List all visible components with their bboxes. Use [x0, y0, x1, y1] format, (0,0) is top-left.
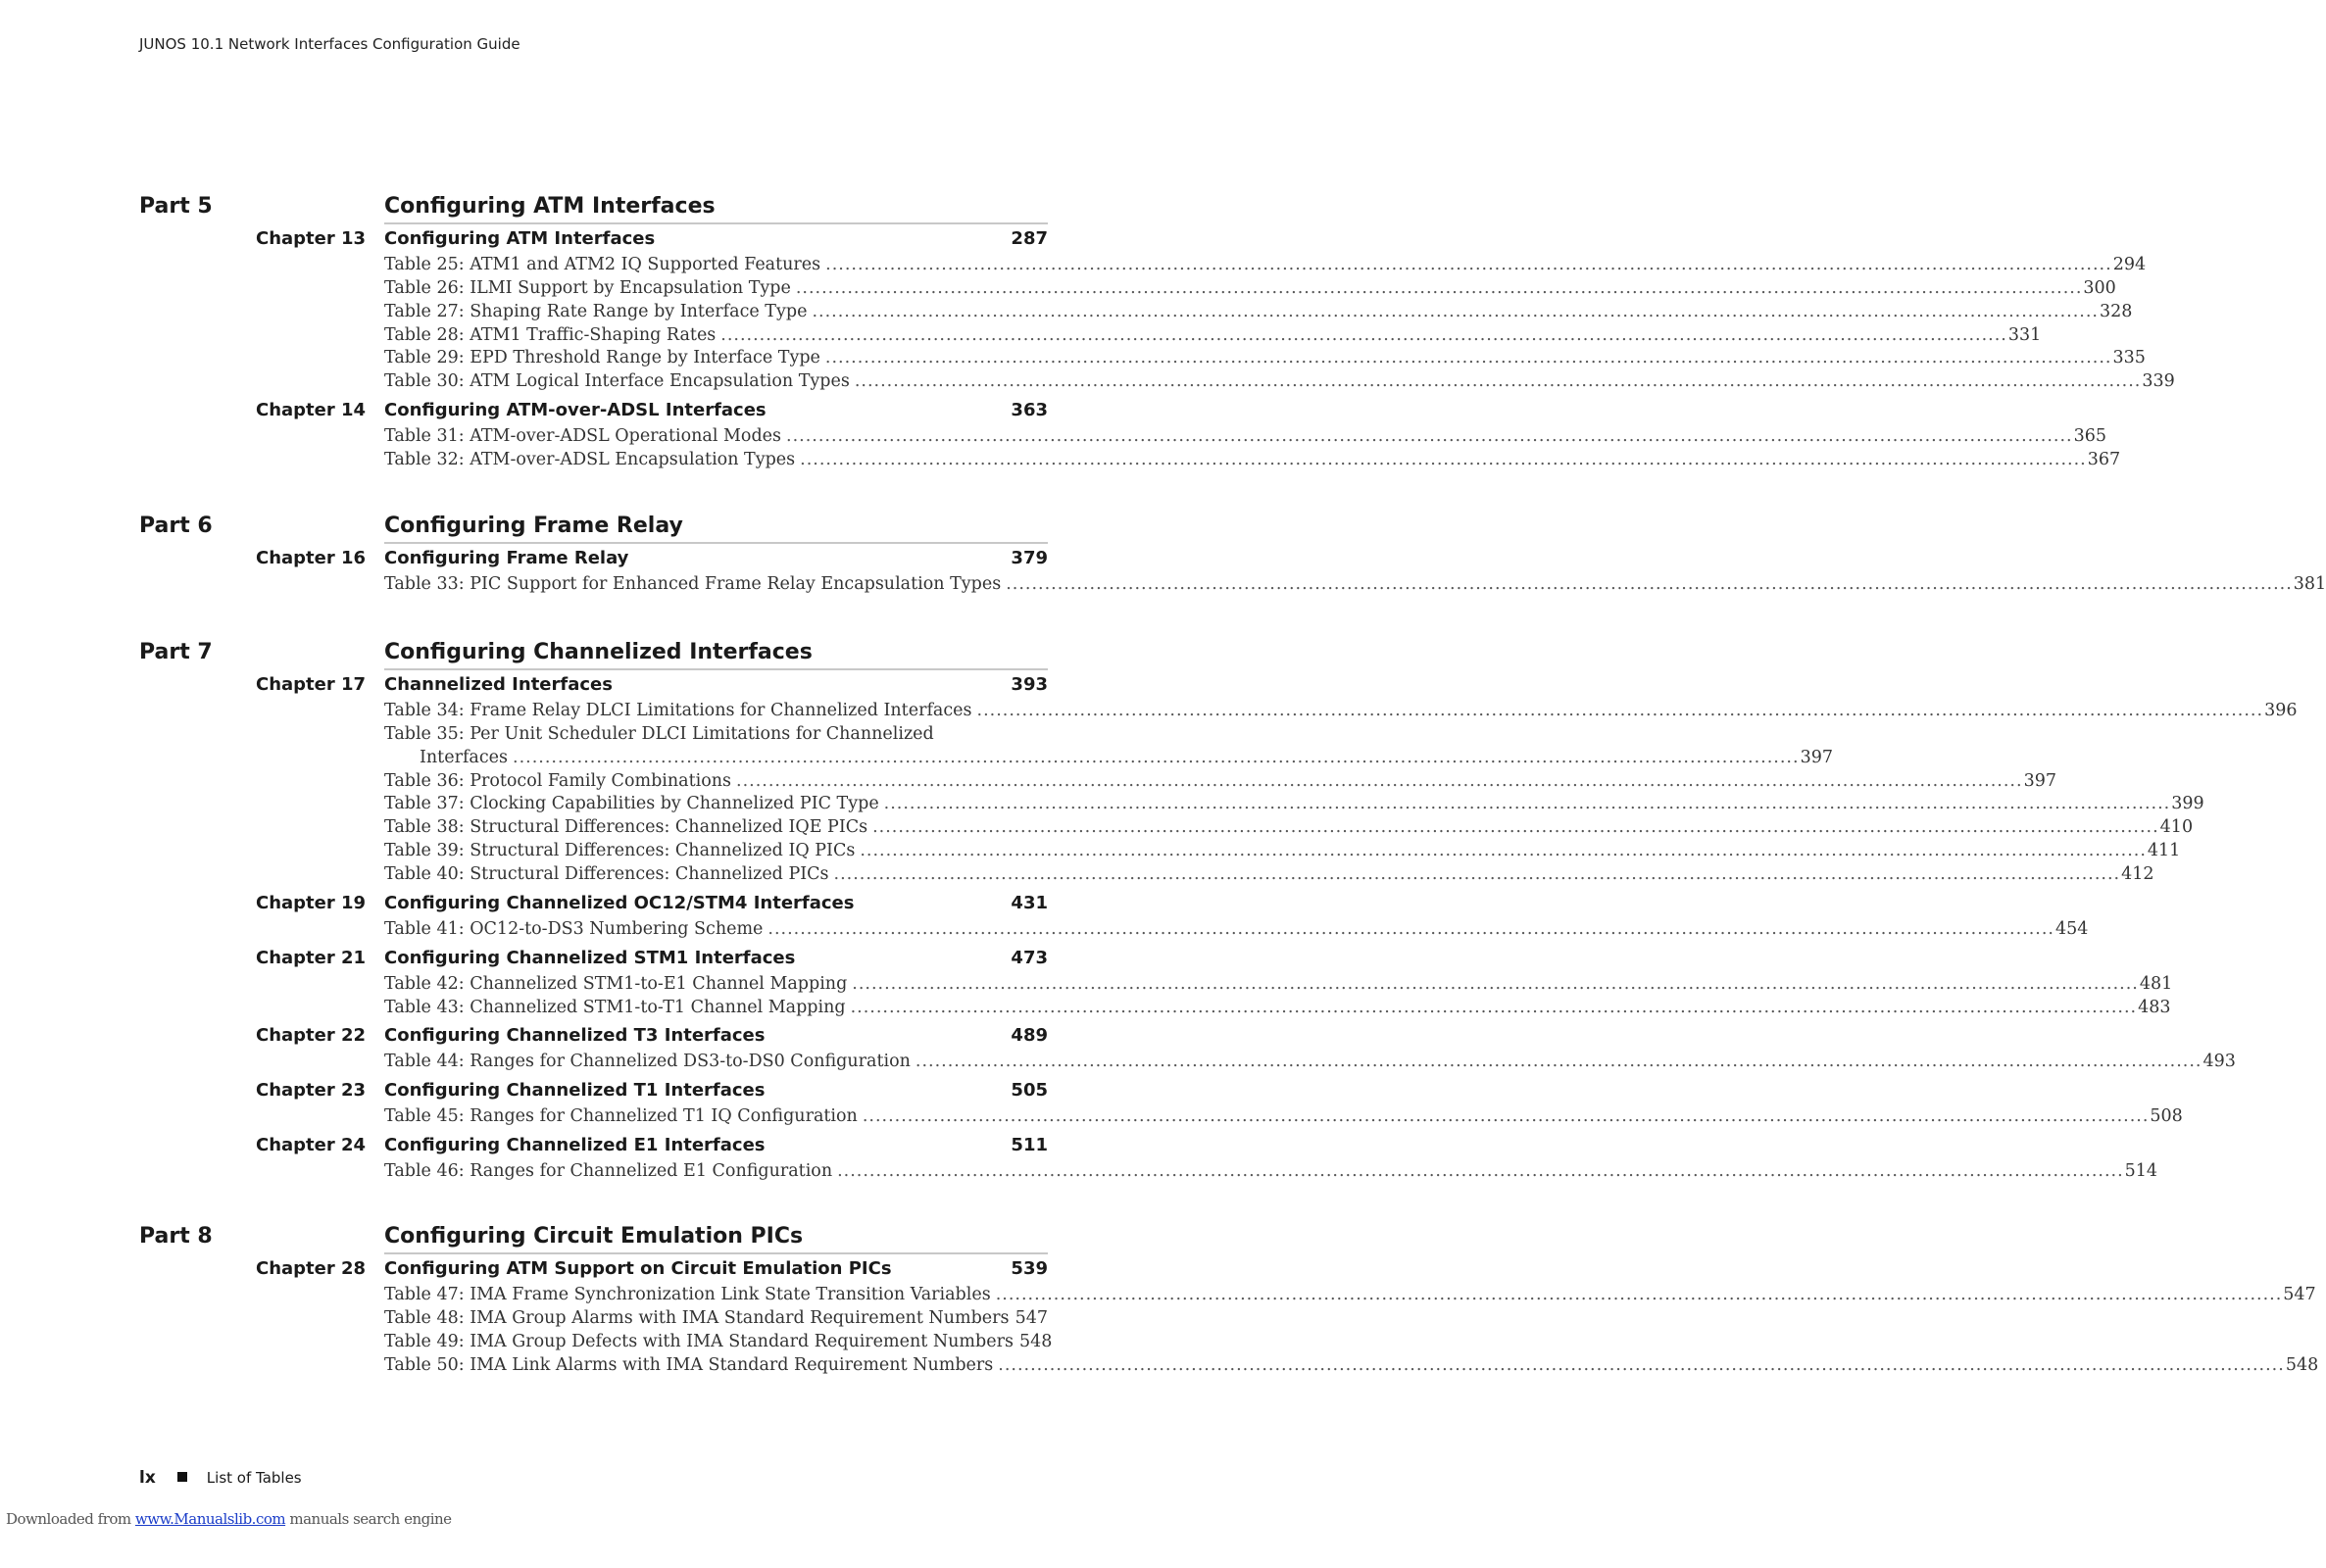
chapter-title: Configuring ATM-over-ADSL Interfaces: [384, 400, 767, 421]
table-page: 294: [2112, 255, 2147, 274]
table-title: Table 42: Channelized STM1-to-E1 Channel Mapping: [384, 973, 848, 994]
chapter-page: 505: [1011, 1080, 1048, 1102]
running-header: JUNOS 10.1 Network Interfaces Configuration Guide: [139, 35, 520, 53]
chapter-entry[interactable]: [0, 228, 1212, 254]
chapter-label: Chapter 28: [256, 1258, 367, 1279]
chapter-title: Configuring Channelized T3 Interfaces: [384, 1025, 766, 1047]
table-page: 547: [2283, 1285, 2316, 1304]
table-page: 396: [2264, 701, 2298, 720]
chapter-entry[interactable]: [0, 1135, 1212, 1160]
dot-leader: [855, 371, 2142, 391]
table-page: 547: [1015, 1307, 1048, 1328]
table-page: 331: [2007, 324, 2042, 345]
table-entry[interactable]: [384, 1354, 2319, 1379]
dot-leader: [767, 919, 2054, 939]
dot-leader: [1006, 574, 2293, 594]
table-title: Table 25: ATM1 and ATM2 IQ Supported Features: [384, 255, 821, 274]
chapter-entry[interactable]: [0, 893, 1212, 918]
table-entry[interactable]: [384, 371, 2175, 395]
chapter-title: Configuring Frame Relay: [384, 548, 629, 568]
table-page: 381: [2293, 574, 2326, 594]
table-entry[interactable]: [384, 1106, 2183, 1130]
table-entry[interactable]: [384, 794, 2204, 817]
table-title: Table 43: Channelized STM1-to-T1 Channel Mapping: [384, 997, 846, 1017]
part-label: Part 7: [139, 640, 213, 664]
chapter-page: 489: [1011, 1025, 1048, 1047]
chapter-entry[interactable]: [0, 948, 1212, 973]
dot-leader: [825, 255, 2112, 274]
table-entry[interactable]: [384, 1308, 1048, 1332]
download-prefix: Downloaded from: [6, 1510, 135, 1528]
dot-leader: [800, 450, 2087, 469]
chapter-entry[interactable]: [0, 548, 1212, 573]
table-title: Table 28: ATM1 Traffic-Shaping Rates: [384, 324, 717, 345]
dot-leader: [851, 998, 2138, 1017]
table-title: Table 50: IMA Link Alarms with IMA Standard Requirement Numbers: [384, 1354, 994, 1375]
chapter-label: Chapter 22: [256, 1025, 367, 1047]
chapter-label: Chapter 17: [256, 674, 367, 695]
chapter-page: 511: [1011, 1135, 1048, 1156]
table-title: Table 29: EPD Threshold Range by Interface Type: [384, 348, 820, 368]
dot-leader: [977, 701, 2264, 720]
chapter-label: Chapter 13: [256, 228, 367, 249]
table-page: 548: [2285, 1354, 2319, 1375]
chapter-entry[interactable]: [0, 1080, 1212, 1105]
dot-leader: [872, 817, 2159, 837]
table-title: Table 38: Structural Differences: Channelized IQE PICs: [384, 817, 868, 838]
table-title: Table 47: IMA Frame Synchronization Link State Transition Variables: [384, 1285, 991, 1304]
bullet-square-icon: [177, 1472, 187, 1482]
chapter-page: 393: [1011, 674, 1048, 695]
table-page: 493: [2202, 1052, 2236, 1072]
table-page: 412: [2121, 863, 2154, 884]
table-title: Table 41: OC12-to-DS3 Numbering Scheme: [384, 918, 764, 939]
part-title: Configuring Circuit Emulation PICs: [384, 1224, 1048, 1254]
table-entry[interactable]: [384, 863, 2154, 888]
dot-leader: [916, 1052, 2202, 1071]
chapter-entry[interactable]: [0, 1025, 1212, 1051]
table-title: Table 37: Clocking Capabilities by Channelized PIC Type: [384, 794, 879, 814]
dot-leader: [825, 348, 2112, 368]
table-page: 367: [2087, 449, 2121, 469]
chapter-label: Chapter 23: [256, 1080, 367, 1102]
table-title: Table 44: Ranges for Channelized DS3-to-DS0 Configuration: [384, 1052, 911, 1072]
table-page: 514: [2124, 1161, 2158, 1182]
chapter-title: Configuring Channelized OC12/STM4 Interfaces: [384, 892, 855, 913]
chapter-page: 473: [1011, 947, 1048, 968]
chapter-label: Chapter 14: [256, 400, 367, 421]
table-page: 454: [2054, 918, 2089, 939]
table-page: 339: [2142, 371, 2175, 392]
part-title: Configuring Channelized Interfaces: [384, 640, 1048, 670]
table-entry[interactable]: [384, 997, 2171, 1021]
chapter-page: 287: [1011, 228, 1048, 249]
table-entry[interactable]: [384, 449, 2121, 473]
table-entry[interactable]: [384, 277, 2116, 302]
table-page: 365: [2073, 426, 2106, 447]
table-title: Table 27: Shaping Rate Range by Interface Type: [384, 301, 808, 321]
table-entry[interactable]: [384, 701, 2298, 724]
chapter-entry[interactable]: [0, 674, 1212, 700]
table-page: 548: [1018, 1331, 1053, 1351]
table-title-continuation: Interfaces: [420, 747, 508, 767]
table-entry[interactable]: [384, 574, 2326, 598]
chapter-page: 379: [1011, 548, 1048, 568]
table-entry[interactable]: [384, 348, 2146, 371]
table-page: 328: [2100, 301, 2133, 321]
dot-leader: [996, 1285, 2283, 1304]
dot-leader: [796, 278, 2083, 298]
dot-leader: [852, 974, 2139, 994]
table-title: Table 49: IMA Group Defects with IMA Standard Requirement Numbers: [384, 1331, 1014, 1351]
part-label: Part 6: [139, 514, 213, 538]
dot-leader: [786, 426, 2073, 446]
part-label: Part 8: [139, 1224, 213, 1249]
table-title: Table 31: ATM-over-ADSL Operational Modes: [384, 426, 782, 447]
table-page: 481: [2139, 973, 2173, 994]
table-title: Table 26: ILMI Support by Encapsulation Type: [384, 277, 791, 298]
dot-leader: [812, 302, 2099, 321]
chapter-title: Configuring ATM Interfaces: [384, 228, 656, 249]
table-entry[interactable]: [384, 1052, 2236, 1075]
chapter-label: Chapter 16: [256, 548, 367, 568]
table-entry[interactable]: [384, 1161, 2158, 1185]
footer-section-label: List of Tables: [206, 1469, 302, 1487]
table-entry[interactable]: [384, 770, 2056, 795]
table-entry[interactable]: [384, 841, 2181, 864]
chapter-title: Configuring Channelized E1 Interfaces: [384, 1135, 766, 1156]
dot-leader: [837, 1161, 2124, 1181]
table-title: Table 32: ATM-over-ADSL Encapsulation Types: [384, 449, 796, 469]
table-entry[interactable]: [384, 817, 2194, 841]
dot-leader: [884, 794, 2171, 813]
table-entry[interactable]: [384, 301, 2133, 325]
table-entry[interactable]: [384, 918, 2089, 943]
chapter-entry[interactable]: [0, 1258, 1212, 1284]
table-page: 300: [2083, 277, 2116, 298]
chapter-label: Chapter 24: [256, 1135, 367, 1156]
part-title: Configuring Frame Relay: [384, 514, 1048, 544]
table-title: Table 35: Per Unit Scheduler DLCI Limitations for Channelized: [384, 723, 934, 744]
dot-leader: [863, 1106, 2150, 1126]
dot-leader: [736, 771, 2023, 791]
chapter-title: Configuring Channelized T1 Interfaces: [384, 1080, 766, 1102]
table-entry[interactable]: [384, 426, 2106, 450]
chapter-entry[interactable]: [0, 400, 1212, 425]
table-title: Table 45: Ranges for Channelized T1 IQ Configuration: [384, 1106, 858, 1127]
chapter-label: Chapter 21: [256, 947, 367, 968]
table-title: Table 30: ATM Logical Interface Encapsulation Types: [384, 371, 850, 392]
dot-leader: [720, 325, 2007, 345]
chapter-title: Configuring Channelized STM1 Interfaces: [384, 947, 796, 968]
chapter-title: Channelized Interfaces: [384, 674, 613, 695]
table-page: 411: [2147, 841, 2181, 861]
table-title: Table 46: Ranges for Channelized E1 Configuration: [384, 1161, 833, 1182]
table-title: Table 48: IMA Group Alarms with IMA Standard Requirement Numbers: [384, 1307, 1010, 1328]
chapter-page: 431: [1011, 892, 1048, 913]
page-number: lx: [139, 1468, 156, 1488]
table-title: Table 33: PIC Support for Enhanced Frame Relay Encapsulation Types: [384, 574, 1002, 594]
download-watermark: [6, 1510, 452, 1528]
download-suffix: manuals search engine: [285, 1510, 452, 1528]
table-entry[interactable]: [384, 255, 2147, 278]
table-entry-continuation[interactable]: [420, 747, 1833, 771]
table-title: Table 34: Frame Relay DLCI Limitations for Channelized Interfaces: [384, 701, 972, 720]
table-page: 397: [2023, 770, 2056, 791]
table-entry[interactable]: [384, 973, 2173, 998]
dot-leader: [513, 748, 1800, 767]
table-page: 483: [2138, 997, 2171, 1017]
table-title: Table 40: Structural Differences: Channelized PICs: [384, 863, 829, 884]
chapter-title: Configuring ATM Support on Circuit Emulation PICs: [384, 1258, 892, 1279]
dot-leader: [860, 841, 2147, 860]
table-title: Table 39: Structural Differences: Channelized IQ PICs: [384, 841, 856, 861]
table-page: 410: [2159, 817, 2194, 838]
dot-leader: [834, 864, 2121, 884]
table-entry[interactable]: [384, 724, 1048, 748]
table-entry[interactable]: [384, 1331, 1053, 1355]
chapter-page: 363: [1011, 400, 1048, 421]
chapter-page: 539: [1011, 1258, 1048, 1279]
part-title: Configuring ATM Interfaces: [384, 194, 1048, 224]
dot-leader: [998, 1355, 2285, 1375]
manualslib-link[interactable]: www.Manualslib.com: [134, 1510, 286, 1528]
page-footer: [139, 1468, 302, 1488]
table-title: Table 36: Protocol Family Combinations: [384, 770, 731, 791]
part-label: Part 5: [139, 194, 213, 219]
chapter-label: Chapter 19: [256, 892, 367, 913]
table-page: 399: [2171, 794, 2204, 814]
table-entry[interactable]: [384, 1285, 2316, 1308]
table-page: 335: [2112, 348, 2146, 368]
table-page: 397: [1800, 747, 1833, 767]
table-page: 508: [2150, 1106, 2183, 1127]
table-entry[interactable]: [384, 324, 2042, 349]
